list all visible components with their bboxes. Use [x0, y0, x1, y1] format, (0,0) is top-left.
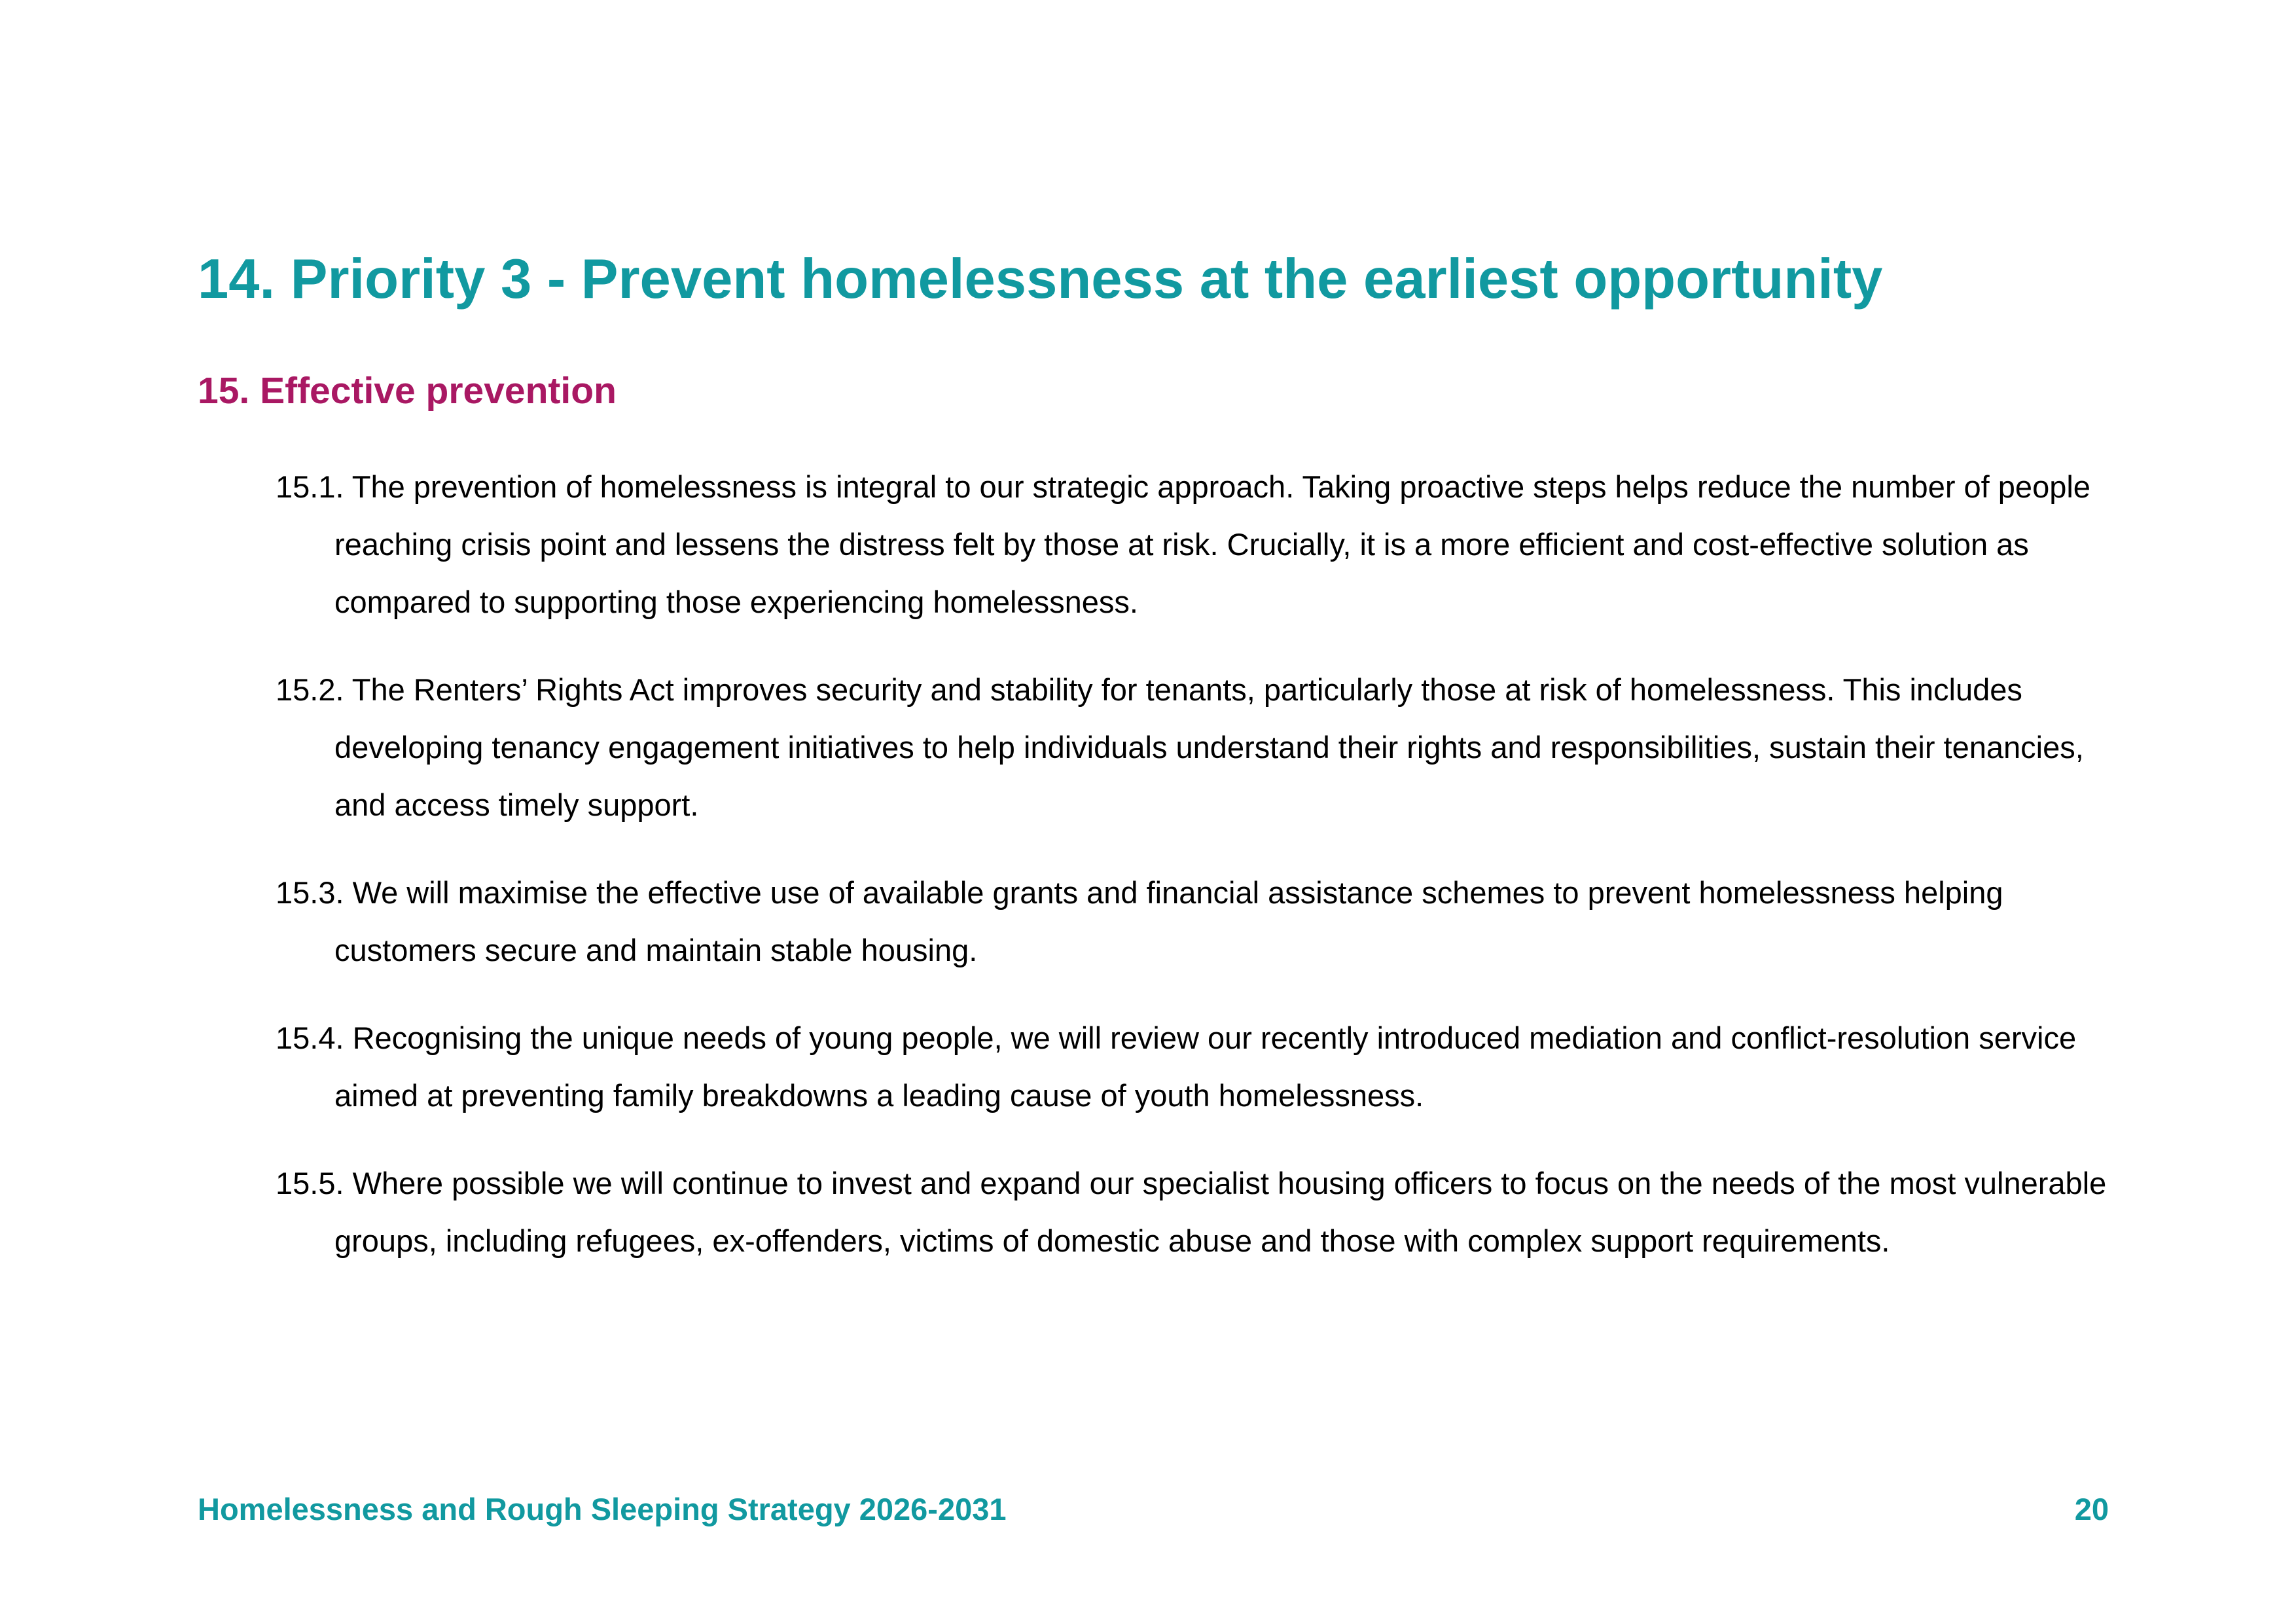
section-heading: 14. Priority 3 - Prevent homelessness at the earliest opportunity: [198, 248, 1883, 310]
page-number: 20: [2074, 1492, 2109, 1526]
paragraph: 15.3. We will maximise the effective use of available grants and financial assistance schemes to prevent homelessness helping customers secure and maintain stable housing.: [276, 875, 2003, 967]
paragraph: 15.1. The prevention of homelessness is integral to our strategic approach. Taking proactive steps helps reduce the number of people reaching crisis point and lessens the distress felt by those at risk. Crucially, it is a more efficient and cost-effective solution as compared to supporting those experiencing homelessness.: [276, 469, 2090, 619]
footer-document-title: Homelessness and Rough Sleeping Strategy 2026-2031: [198, 1492, 1007, 1526]
paragraph: 15.5. Where possible we will continue to invest and expand our specialist housing officers to focus on the needs of the most vulnerable groups, including refugees, ex-offenders, victims of domestic abuse and those with complex support requirements.: [276, 1166, 2107, 1258]
paragraph: 15.2. The Renters’ Rights Act improves security and stability for tenants, particularly those at risk of homelessness. This includes developing tenancy engagement initiatives to help individuals understand their rights and responsibilities, sustain their tenancies, and access timely support.: [276, 672, 2084, 822]
subsection-heading: 15. Effective prevention: [198, 370, 617, 412]
paragraph-list: [276, 458, 2121, 1300]
paragraph: 15.4. Recognising the unique needs of young people, we will review our recently introduced mediation and conflict-resolution service aimed at preventing family breakdowns a leading cause of youth homelessness.: [276, 1020, 2077, 1113]
